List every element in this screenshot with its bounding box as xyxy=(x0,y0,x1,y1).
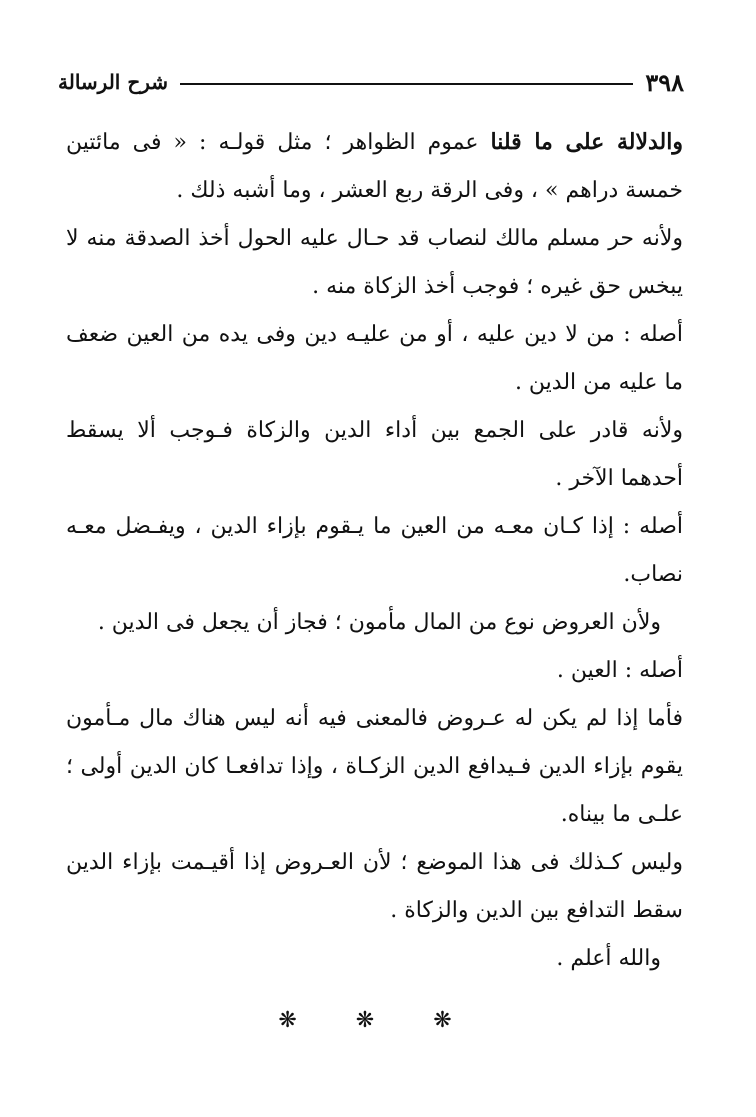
paragraph-7: أصله : العين . xyxy=(556,658,683,683)
body-text xyxy=(66,118,683,983)
paragraph-10: والله أعلم . xyxy=(556,946,661,971)
paragraph-8: فأما إذا لم يكن له عـروض فالمعنى فيه أنه ليس هناك مال مـأمون يقوم بإزاء الدين فـيدافع الدين الزكـاة ، وإذا تدافعـا كان الدين أولى ؛ علـى ما بيناه. xyxy=(66,706,683,827)
section-end-ornament: ❋ ❋ ❋ xyxy=(278,1008,478,1033)
header-rule xyxy=(180,83,633,85)
paragraph-5: أصله : إذا كـان معـه من العين ما يـقوم بإزاء الدين ، ويفـضل معـه نصاب. xyxy=(66,514,683,587)
paragraph-9: وليس كـذلك فى هذا الموضع ؛ لأن العـروض إذا أقيـمت بإزاء الدين سقط التدافع بين الدين والزكاة . xyxy=(66,850,683,923)
paragraph-3: أصله : من لا دين عليه ، أو من عليـه دين وفى يده من العين ضعف ما عليه من الدين . xyxy=(66,322,683,395)
paragraph-1-text: عموم الظواهر ؛ مثل قولـه : « فى مائتين خمسة دراهم » ، وفى الرقة ربع العشر ، وما أشبه ذلك . xyxy=(66,130,683,203)
paragraph-6: ولأن العروض نوع من المال مأمون ؛ فجاز أن يجعل فى الدين . xyxy=(97,610,661,635)
paragraph-2: ولأنه حر مسلم مالك لنصاب قد حـال عليه الحول أخذ الصدقة منه لا يبخس حق غيره ؛ فوجب أخذ الزكاة منه . xyxy=(66,226,683,299)
bold-lead-phrase: والدلالة على ما قلنا xyxy=(490,129,683,155)
page-number: ٣٩٨ xyxy=(645,67,684,97)
running-title: شرح الرسالة xyxy=(58,70,169,94)
page-header xyxy=(58,62,684,102)
paragraph-1 xyxy=(66,118,683,215)
paragraph-4: ولأنه قادر على الجمع بين أداء الدين والزكاة فـوجب ألا يسقط أحدهما الآخر . xyxy=(66,418,683,491)
